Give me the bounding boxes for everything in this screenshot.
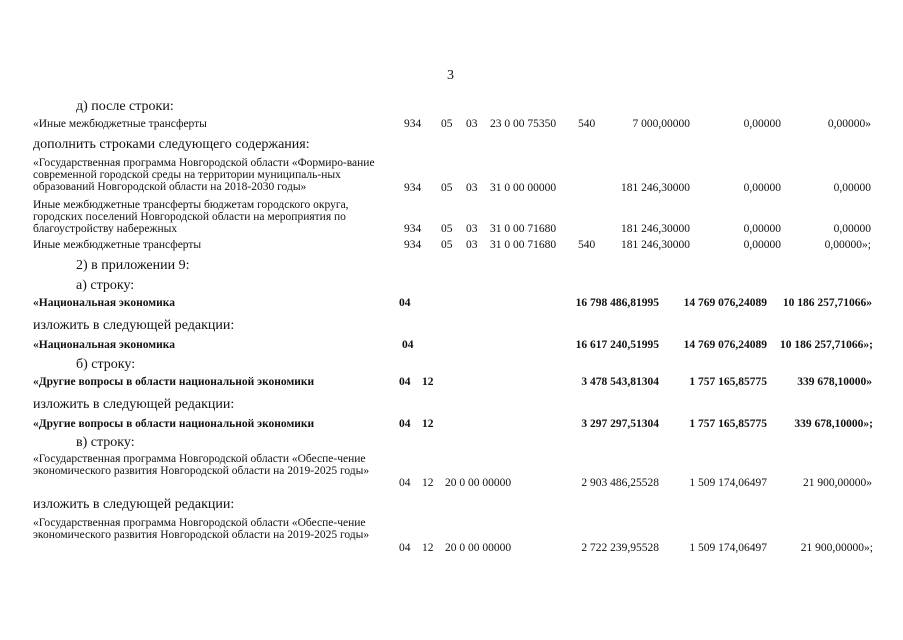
row-code-4: 23 0 00 75350 [490, 118, 557, 130]
row-code-3: 03 [466, 239, 478, 251]
subsection-heading-a: а) строку: [76, 278, 135, 293]
row-value-2: 1 757 165,85775 [689, 376, 767, 388]
row-value-2: 14 769 076,24089 [683, 339, 767, 351]
row-code-1: 04 [399, 542, 411, 554]
row-code-2: 05 [441, 118, 453, 130]
row-value-1: 2 722 239,95528 [581, 542, 659, 554]
edit-text: изложить в следующей редакции: [33, 318, 235, 333]
row-name: «Национальная экономика [33, 339, 175, 351]
row-name: «Государственная программа Новгородской области «Обеспе-чение экономического развития Новгородской области на 2019-2025 годы» [33, 517, 370, 541]
row-value-3: 0,00000» [827, 118, 871, 130]
row-value-2: 1 757 165,85775 [689, 418, 767, 430]
section-heading-d: д) после строки: [76, 99, 174, 114]
row-value-1: 16 617 240,51995 [575, 339, 659, 351]
row-code-1: 04 [402, 339, 414, 351]
row-code-4: 31 0 00 71680 [490, 239, 557, 251]
row-value-3: 339 678,10000» [797, 376, 872, 388]
row-value-2: 0,00000 [743, 239, 781, 251]
row-value-1: 181 246,30000 [621, 182, 690, 194]
row-value-3: 0,00000 [833, 223, 871, 235]
row-code-2: 05 [441, 182, 453, 194]
row-code-2: 12 [422, 542, 434, 554]
row-value-1: 7 000,00000 [632, 118, 690, 130]
row-code-2: 12 [422, 418, 434, 430]
row-code-2: 12 [422, 376, 434, 388]
edit-text: изложить в следующей редакции: [33, 497, 235, 512]
row-value-3: 339 678,10000»; [794, 418, 873, 430]
row-code-1: 934 [404, 223, 422, 235]
edit-text: изложить в следующей редакции: [33, 397, 235, 412]
row-name: «Другие вопросы в области национальной экономики [33, 376, 315, 388]
row-value-1: 181 246,30000 [621, 239, 690, 251]
row-code-4: 31 0 00 71680 [490, 223, 557, 235]
subsection-heading-b: б) строку: [76, 357, 136, 372]
row-name: «Государственная программа Новгородской области «Формиро-вание современной городской среды на территории муниципаль-ных образований Новгородской области на 2018-2030 годы» [33, 157, 375, 193]
row-value-1: 16 798 486,81995 [575, 297, 659, 309]
supplement-text: дополнить строками следующего содержания: [33, 137, 310, 152]
row-code-2: 05 [441, 239, 453, 251]
row-value-1: 2 903 486,25528 [581, 477, 659, 489]
row-value-1: 3 297 297,51304 [581, 418, 659, 430]
row-code-1: 934 [404, 118, 422, 130]
row-code-1: 934 [404, 182, 422, 194]
row-value-3: 10 186 257,71066»; [780, 339, 873, 351]
row-name: «Иные межбюджетные трансферты [33, 118, 207, 130]
row-code-3: 20 0 00 00000 [445, 477, 512, 489]
row-name: «Государственная программа Новгородской области «Обеспе-чение экономического развития Новгородской области на 2019-2025 годы» [33, 453, 370, 477]
row-value-3: 0,00000»; [824, 239, 871, 251]
row-code-3: 03 [466, 118, 478, 130]
row-name: «Другие вопросы в области национальной экономики [33, 418, 315, 430]
row-code-1: 04 [399, 376, 411, 388]
row-value-2: 0,00000 [743, 182, 781, 194]
row-value-2: 1 509 174,06497 [689, 477, 767, 489]
subsection-heading-v: в) строку: [76, 435, 135, 450]
row-value-3: 10 186 257,71066» [782, 297, 872, 309]
row-code-3: 03 [466, 182, 478, 194]
row-code-1: 934 [404, 239, 422, 251]
page-number: 3 [447, 68, 454, 83]
row-name: Иные межбюджетные трансферты [33, 239, 202, 251]
row-value-2: 0,00000 [743, 223, 781, 235]
row-code-2: 05 [441, 223, 453, 235]
row-code-1: 04 [399, 418, 411, 430]
row-code-3: 03 [466, 223, 478, 235]
row-value-1: 181 246,30000 [621, 223, 690, 235]
row-code-5: 540 [578, 118, 596, 130]
row-value-3: 21 900,00000»; [800, 542, 873, 554]
row-value-2: 1 509 174,06497 [689, 542, 767, 554]
row-code-2: 12 [422, 477, 434, 489]
row-value-1: 3 478 543,81304 [581, 376, 659, 388]
row-value-2: 0,00000 [743, 118, 781, 130]
row-code-1: 04 [399, 477, 411, 489]
row-name: Иные межбюджетные трансферты бюджетам городского округа, городских поселений Новгородской области на мероприятия по благоустройству набережных [33, 199, 349, 235]
section-heading-2: 2) в приложении 9: [76, 258, 190, 273]
row-value-3: 0,00000 [833, 182, 871, 194]
row-name: «Национальная экономика [33, 297, 175, 309]
row-code-4: 31 0 00 00000 [490, 182, 557, 194]
row-value-2: 14 769 076,24089 [683, 297, 767, 309]
row-code-1: 04 [399, 297, 411, 309]
row-value-3: 21 900,00000» [803, 477, 872, 489]
row-code-5: 540 [578, 239, 596, 251]
row-code-3: 20 0 00 00000 [445, 542, 512, 554]
